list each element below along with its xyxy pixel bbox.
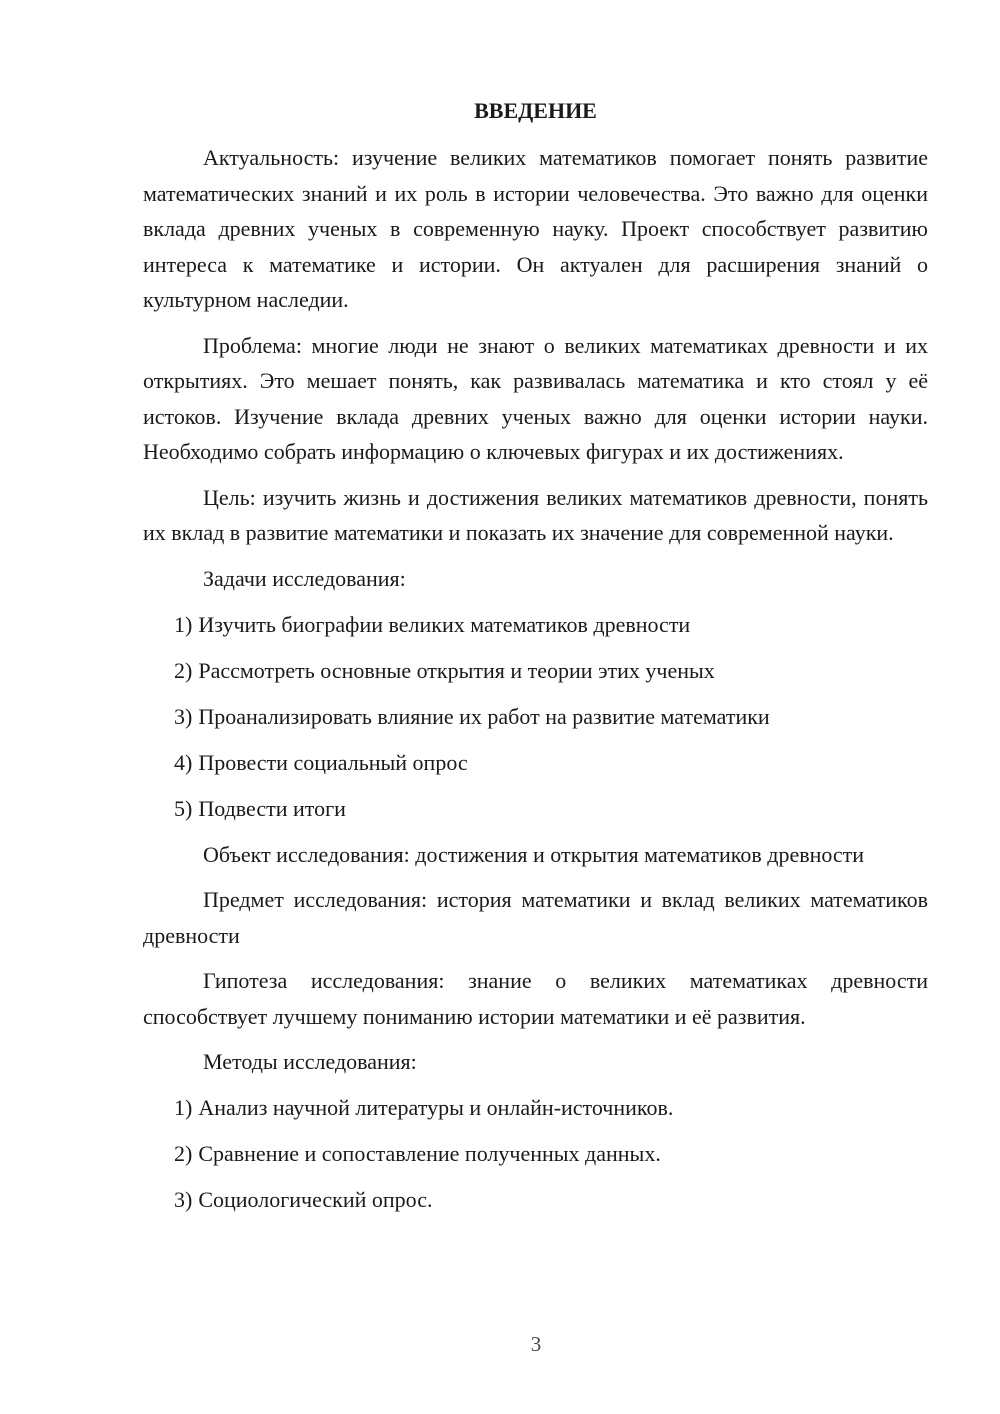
tasks-list: [143, 607, 928, 826]
list-item-number: 3): [174, 1187, 193, 1212]
document-page: [143, 93, 928, 1217]
subject-paragraph: Предмет исследования: история математики и вклад великих математиков древности: [143, 887, 928, 948]
list-item-number: 4): [174, 749, 193, 775]
list-item: [143, 1182, 928, 1217]
list-item-text: Рассмотреть основные открытия и теории этих ученых: [198, 657, 715, 683]
list-item-number: 1): [174, 611, 193, 637]
list-item: [143, 1090, 928, 1125]
list-item-text: Анализ научной литературы и онлайн-источников.: [198, 1095, 674, 1120]
list-item-number: 5): [174, 795, 193, 821]
list-item-number: 2): [174, 1141, 193, 1166]
list-item-text: Сравнение и сопоставление полученных данных.: [198, 1141, 661, 1166]
page-number: 3: [530, 1332, 542, 1356]
object-paragraph: Объект исследования: достижения и открытия математиков древности: [203, 841, 865, 867]
list-item-number: 1): [174, 1095, 193, 1120]
list-item-number: 3): [174, 703, 193, 729]
methods-list: [143, 1090, 928, 1217]
list-item-number: 2): [174, 657, 193, 683]
list-item: [143, 1136, 928, 1171]
section-title: ВВЕДЕНИЕ: [474, 98, 597, 123]
list-item-text: Изучить биографии великих математиков древности: [198, 611, 691, 637]
list-item: [143, 653, 928, 688]
list-item: [143, 607, 928, 642]
list-item-text: Провести социальный опрос: [198, 749, 468, 775]
list-item-text: Подвести итоги: [198, 795, 346, 821]
relevance-paragraph: Актуальность: изучение великих математиков помогает понять развитие математических знаний и их роль в истории человечества. Это важно для оценки вклада древних ученых в современную науку. Проект способствует развитию интереса к математике и истории. Он актуален для расширения знаний о культурном наследии.: [143, 145, 928, 312]
problem-paragraph: Проблема: многие люди не знают о великих математиках древности и их открытиях. Это мешает понять, как развивалась математика и кто стоял у её истоков. Изучение вклада древних ученых важно для оценки истории науки. Необходимо собрать информацию о ключевых фигурах и их достижениях.: [143, 332, 928, 464]
tasks-label: Задачи исследования:: [203, 565, 406, 591]
list-item: [143, 745, 928, 780]
list-item-text: Социологический опрос.: [198, 1187, 433, 1212]
methods-label: Методы исследования:: [203, 1049, 417, 1074]
list-item: [143, 699, 928, 734]
hypothesis-paragraph: Гипотеза исследования: знание о великих математиках древности способствует лучшему пониманию истории математики и её развития.: [143, 968, 928, 1029]
list-item: [143, 791, 928, 826]
list-item-text: Проанализировать влияние их работ на развитие математики: [198, 703, 770, 729]
goal-paragraph: Цель: изучить жизнь и достижения великих математиков древности, понять их вклад в развитие математики и показать их значение для современной науки.: [143, 484, 928, 545]
